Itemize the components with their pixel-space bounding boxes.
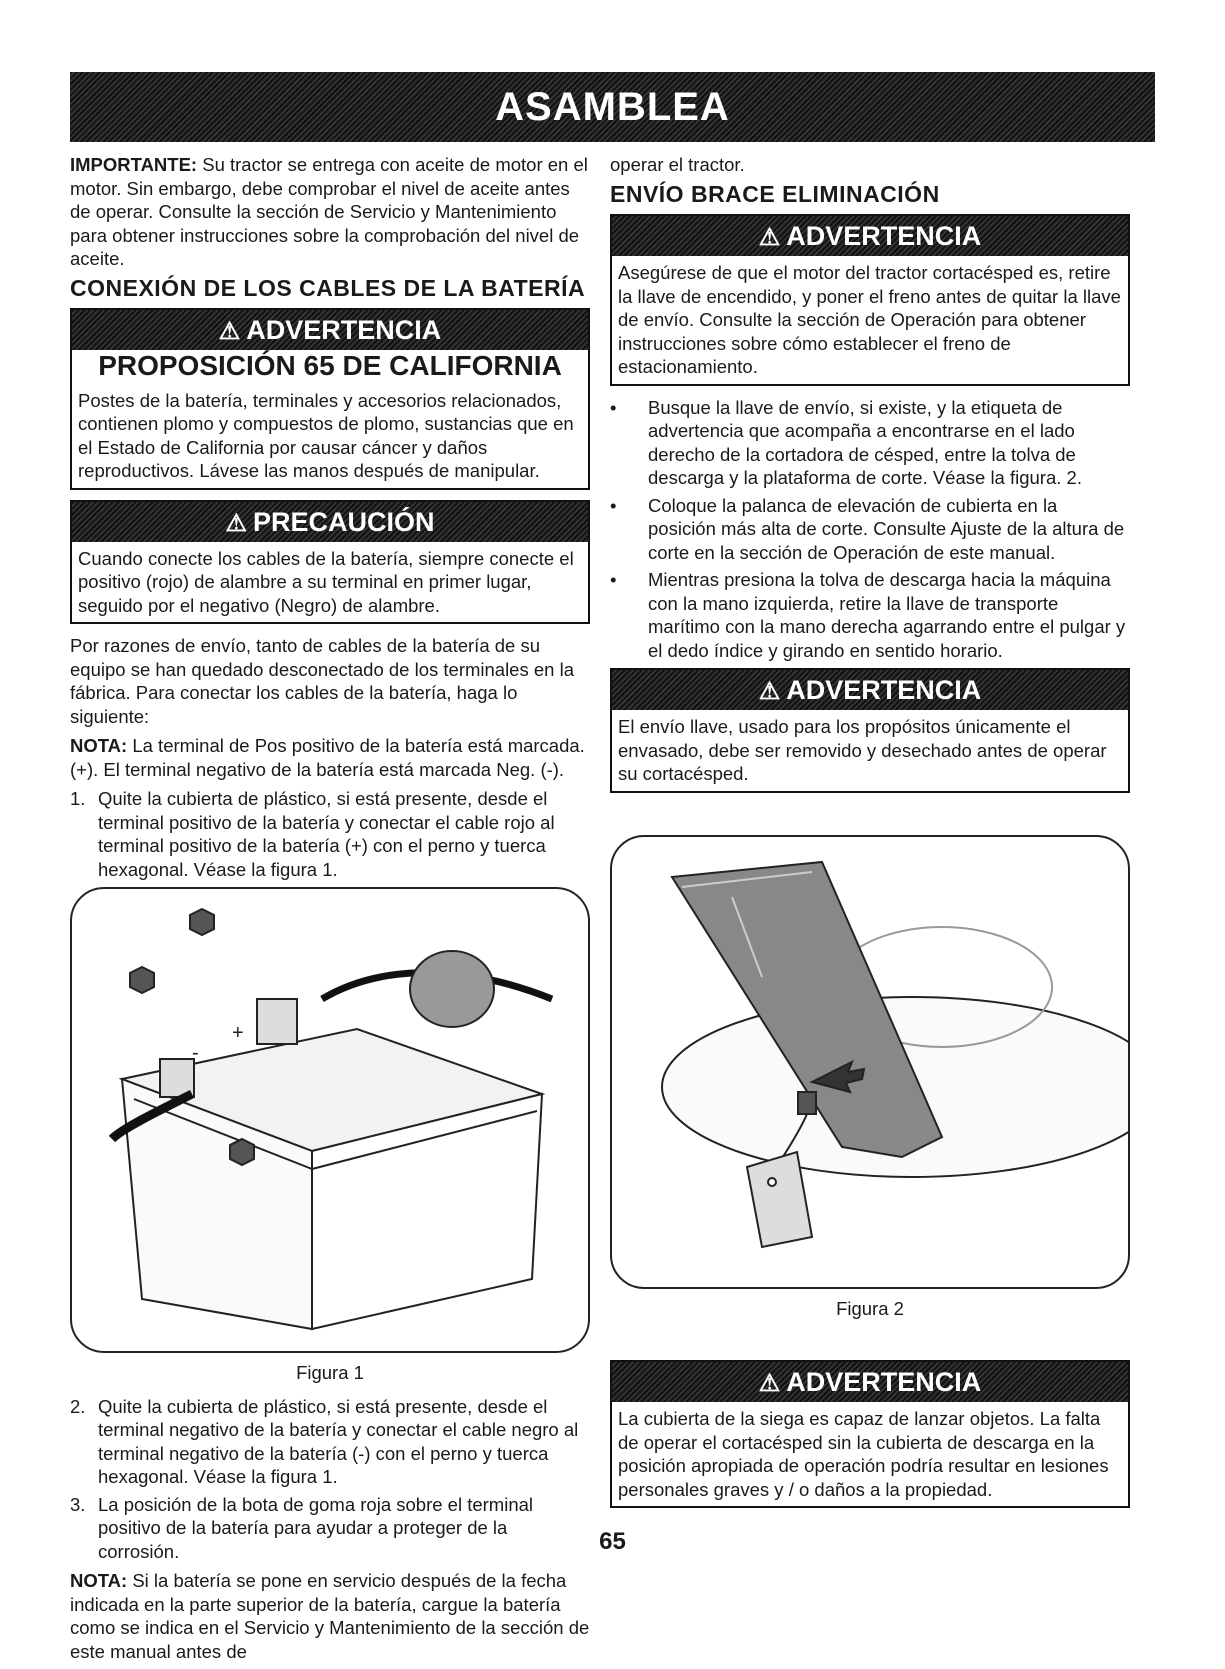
important-paragraph: IMPORTANTE: Su tractor se entrega con aceite de motor en el motor. Sin embargo, debe comprobar el nivel de aceite antes de operar. Consulte la sección de Servicio y Mantenimiento para obtener instrucciones sobre la comprobación del nivel de aceite. [70,154,588,269]
mower-illustration [612,837,1128,1287]
brake-warning-text: Asegúrese de que el motor del tractor cortacésped es, retire la llave de encendido, y poner el freno antes de quitar la llave de envío. Consulte la sección de Operación para obtener instrucciones sobre cómo establecer el freno de estacionamiento. [618,262,1121,377]
continued-text: operar el tractor. [610,154,745,175]
warning-triangle-icon: ⚠ [218,318,241,345]
section-title: ASAMBLEA [495,84,730,129]
battery-illustration [72,889,588,1351]
bullet-icon: • [610,396,617,418]
warning-bar: ⚠ ADVERTENCIA [612,216,1128,256]
prop65-warning [70,308,590,490]
list-item: • Mientras presiona la tolva de descarga hacia la máquina con la mano izquierda, retire la llave de transporte marítimo con la mano derecha agarrando entre el pulgar y el dedo índice y girando en sentido horario. [610,569,1126,661]
shipping-key-warning [610,668,1130,793]
discharge-warning [610,1360,1130,1508]
battery-cables-heading: CONEXIÓN DE LOS CABLES DE LA BATERÍA [70,274,586,301]
bullet-icon: • [610,494,617,516]
warning-bar: ⚠ ADVERTENCIA [612,670,1128,710]
discharge-warning-text: La cubierta de la siega es capaz de lanzar objetos. La falta de operar el cortacésped sin la cubierta de descarga en la posición apropiada de operación podría resultar en lesiones personales graves y / o daños a la propiedad. [618,1408,1109,1500]
section-banner [70,72,1155,142]
prop65-title: PROPOSICIÓN 65 DE CALIFORNIA [98,350,562,381]
caution-bar: ⚠ PRECAUCIÓN [72,502,588,542]
list-item: 2. Quite la cubierta de plástico, si está presente, desde el terminal negativo de la batería y conectar el cable negro al terminal negativo de la batería (-) con el perno y tuerca hexagonal. Véase la figura 1. [70,1395,579,1487]
page-number: 65 [599,1528,626,1555]
shipping-key-warning-text: El envío llave, usado para los propósitos únicamente el envasado, debe ser removido y desechado antes de operar su cortacésped. [618,716,1107,784]
list-item: • Busque la llave de envío, si existe, y la etiqueta de advertencia que acompaña a encontrarse en el lado derecho de la cortadora de césped, entre la tolva de descarga y la plataforma de corte. Véase la figura. 2. [610,396,1082,488]
figure-1-battery [70,887,590,1353]
caution-text: Cuando conecte los cables de la batería, siempre conecte el positivo (rojo) de alambre a su terminal en primer lugar, seguido por el negativo (Negro) de alambre. [78,547,574,616]
warning-triangle-icon: ⚠ [758,224,781,251]
svg-text:-: - [192,1042,199,1064]
prop65-text: Postes de la batería, terminales y accesorios relacionados, contienen plomo y compuestos de plomo, sustancias que en el Estado de California por causar cáncer y daños reproductivos. Lávese las manos después de manipular. [78,389,574,481]
bullet-icon: • [610,569,617,590]
list-item: 3. La posición de la bota de goma roja sobre el terminal positivo de la batería para ayudar a proteger de la corrosión. [70,1493,534,1562]
warning-bar: ⚠ ADVERTENCIA [72,310,588,350]
shipping-paragraph: Por razones de envío, tanto de cables de la batería de su equipo se han quedado desconectado de los terminales en la fábrica. Para conectar los cables de la batería, haga lo siguiente: [70,635,574,727]
warning-triangle-icon: ⚠ [758,1370,781,1397]
left-column [70,153,590,1669]
figure-2-caption: Figura 2 [836,1297,904,1319]
warning-triangle-icon: ⚠ [225,509,247,537]
brake-warning [610,214,1130,386]
list-item: 1. Quite la cubierta de plástico, si está presente, desde el terminal positivo de la batería y conectar el cable rojo al terminal positivo de la batería (+) con el perno y tuerca hexagonal. Véase la figura 1. [70,788,555,880]
note-paragraph: NOTA: La terminal de Pos positivo de la batería está marcada. (+). El terminal negativo de la batería está marcada Neg. (-). [70,735,585,780]
note-paragraph: NOTA: Si la batería se pone en servicio después de la fecha indicada en la parte superior de la batería, cargue la batería como se indica en el Servicio y Mantenimiento de la sección de este manual antes de [70,1570,590,1662]
list-item: • Coloque la palanca de elevación de cubierta en la posición más alta de corte. Consulte Ajuste de la altura de corte en la sección de Operación de este manual. [610,494,1125,563]
shipping-brace-heading: ENVÍO BRACE ELIMINACIÓN [610,180,940,207]
caution-box [70,500,590,625]
figure-1-caption: Figura 1 [296,1362,364,1383]
svg-text:+: + [232,1022,244,1044]
warning-bar: ⚠ ADVERTENCIA [612,1362,1128,1402]
right-column [610,153,1130,1518]
figure-2-mower [610,835,1130,1289]
warning-triangle-icon: ⚠ [758,678,781,705]
